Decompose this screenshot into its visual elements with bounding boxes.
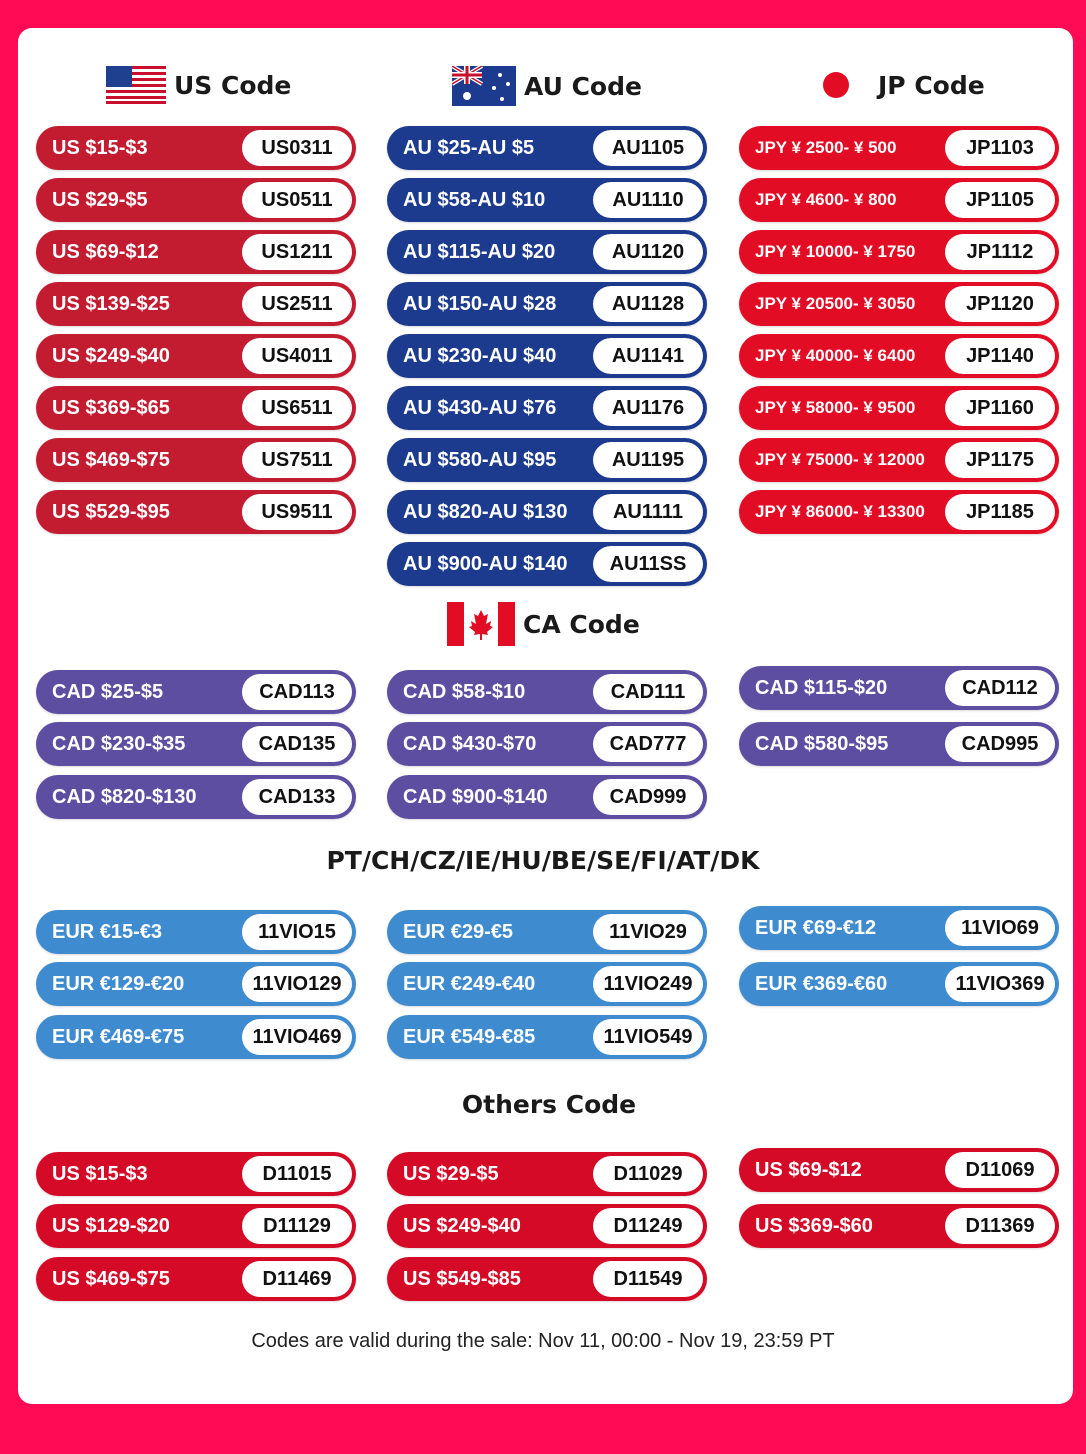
coupon-eur-4[interactable] (387, 962, 707, 1006)
coupon-label: AU $150-AU $28 (403, 292, 557, 315)
us-flag-icon (106, 66, 166, 104)
coupon-code[interactable]: CAD113 (242, 674, 352, 710)
coupon-code[interactable]: CAD112 (945, 670, 1055, 706)
coupon-label: US $249-$40 (52, 344, 170, 367)
coupon-label: US $129-$20 (52, 1214, 170, 1237)
coupon-label: JPY ¥ 58000- ¥ 9500 (755, 398, 916, 417)
coupon-others-2[interactable] (739, 1148, 1059, 1192)
coupon-code[interactable]: JP1185 (945, 494, 1055, 530)
coupon-ca-3[interactable] (36, 722, 356, 766)
coupon-code[interactable]: CAD777 (593, 726, 703, 762)
coupon-au-8[interactable] (387, 542, 707, 586)
coupon-label: JPY ¥ 10000- ¥ 1750 (755, 242, 916, 261)
coupon-others-4[interactable] (387, 1204, 707, 1248)
coupon-code[interactable]: 11VIO249 (593, 966, 703, 1002)
coupon-eur-3[interactable] (36, 962, 356, 1006)
coupon-label: US $29-$5 (403, 1162, 499, 1185)
jp-section-title (822, 70, 985, 100)
us-section-title (106, 66, 291, 104)
ca-section-title (447, 602, 640, 646)
coupon-label: US $529-$95 (52, 500, 170, 523)
coupon-au-3[interactable] (387, 282, 707, 326)
coupon-code[interactable]: AU1120 (593, 234, 703, 270)
coupon-code[interactable]: 11VIO69 (945, 910, 1055, 946)
coupon-code[interactable]: AU1111 (593, 494, 703, 530)
coupon-label: EUR €469-€75 (52, 1025, 185, 1048)
coupon-label: AU $25-AU $5 (403, 136, 535, 159)
coupon-label: CAD $58-$10 (403, 680, 526, 703)
coupon-others-3[interactable] (36, 1204, 356, 1248)
coupon-others-7[interactable] (387, 1257, 707, 1301)
coupon-au-7[interactable] (387, 490, 707, 534)
coupon-us-5[interactable] (36, 386, 356, 430)
coupon-code[interactable]: JP1120 (945, 286, 1055, 322)
au-section-title (452, 66, 642, 106)
coupon-ca-5[interactable] (739, 722, 1059, 766)
coupon-code[interactable]: US6511 (242, 390, 352, 426)
coupon-label: EUR €249-€40 (403, 972, 536, 995)
coupon-ca-1[interactable] (387, 670, 707, 714)
coupon-code[interactable]: JP1105 (945, 182, 1055, 218)
coupon-others-5[interactable] (739, 1204, 1059, 1248)
coupon-code[interactable]: D11469 (242, 1261, 352, 1297)
coupon-code[interactable]: CAD135 (242, 726, 352, 762)
coupon-au-1[interactable] (387, 178, 707, 222)
coupon-code[interactable]: CAD111 (593, 674, 703, 710)
coupon-code[interactable]: D11249 (593, 1208, 703, 1244)
coupon-au-4[interactable] (387, 334, 707, 378)
coupon-code[interactable]: 11VIO129 (242, 966, 352, 1002)
coupon-jp-7[interactable] (739, 490, 1059, 534)
coupon-us-1[interactable] (36, 178, 356, 222)
coupon-code[interactable]: D11129 (242, 1208, 352, 1244)
coupon-label: JPY ¥ 2500- ¥ 500 (755, 138, 897, 157)
coupon-ca-7[interactable] (387, 775, 707, 819)
coupon-eur-6[interactable] (36, 1015, 356, 1059)
eur-title-text: PT/CH/CZ/IE/HU/BE/SE/FI/AT/DK (326, 846, 760, 875)
coupon-code[interactable]: D11069 (945, 1152, 1055, 1188)
coupon-others-6[interactable] (36, 1257, 356, 1301)
coupon-code[interactable]: US4011 (242, 338, 352, 374)
coupon-eur-0[interactable] (36, 910, 356, 954)
coupon-code[interactable]: 11VIO369 (945, 966, 1055, 1002)
coupon-code[interactable]: US2511 (242, 286, 352, 322)
coupon-code[interactable]: CAD995 (945, 726, 1055, 762)
coupon-eur-7[interactable] (387, 1015, 707, 1059)
coupon-label: AU $900-AU $140 (403, 552, 568, 575)
coupon-label: US $139-$25 (52, 292, 170, 315)
us-title-text: US Code (174, 70, 292, 100)
coupon-label: AU $115-AU $20 (403, 240, 556, 263)
coupon-jp-6[interactable] (739, 438, 1059, 482)
coupon-label: CAD $430-$70 (403, 732, 537, 755)
ca-flag-icon (447, 602, 515, 646)
coupon-ca-2[interactable] (739, 666, 1059, 710)
coupon-code[interactable]: AU1128 (593, 286, 703, 322)
coupon-label: EUR €69-€12 (755, 916, 877, 939)
coupon-code[interactable]: US0511 (242, 182, 352, 218)
coupon-label: CAD $580-$95 (755, 732, 889, 755)
coupon-label: JPY ¥ 20500- ¥ 3050 (755, 294, 916, 313)
coupon-code[interactable]: US0311 (242, 130, 352, 166)
au-title-text: AU Code (524, 71, 642, 101)
coupon-label: US $15-$3 (52, 136, 148, 159)
coupon-jp-1[interactable] (739, 178, 1059, 222)
coupon-others-1[interactable] (387, 1152, 707, 1196)
coupon-label: US $69-$12 (52, 240, 159, 263)
coupon-label: AU $430-AU $76 (403, 396, 557, 419)
coupon-label: CAD $115-$20 (755, 676, 888, 699)
coupon-code[interactable]: AU1195 (593, 442, 703, 478)
coupon-us-4[interactable] (36, 334, 356, 378)
coupon-label: AU $820-AU $130 (403, 500, 568, 523)
coupon-au-6[interactable] (387, 438, 707, 482)
coupon-label: JPY ¥ 4600- ¥ 800 (755, 190, 897, 209)
coupon-us-2[interactable] (36, 230, 356, 274)
coupon-code[interactable]: 11VIO549 (593, 1019, 703, 1055)
coupon-label: US $369-$65 (52, 396, 170, 419)
jp-flag-icon (822, 70, 870, 100)
coupon-label: EUR €369-€60 (755, 972, 888, 995)
coupon-others-0[interactable] (36, 1152, 356, 1196)
coupon-us-0[interactable] (36, 126, 356, 170)
coupon-code[interactable]: US1211 (242, 234, 352, 270)
coupon-code[interactable]: D11369 (945, 1208, 1055, 1244)
coupon-code[interactable]: AU1141 (593, 338, 703, 374)
coupon-label: US $249-$40 (403, 1214, 521, 1237)
coupon-code[interactable]: CAD999 (593, 779, 703, 815)
coupon-label: EUR €129-€20 (52, 972, 185, 995)
coupon-label: US $29-$5 (52, 188, 148, 211)
coupon-au-2[interactable] (387, 230, 707, 274)
coupon-code[interactable]: AU1105 (593, 130, 703, 166)
au-flag-icon (452, 66, 516, 106)
coupon-jp-5[interactable] (739, 386, 1059, 430)
coupon-us-7[interactable] (36, 490, 356, 534)
coupon-code[interactable]: US7511 (242, 442, 352, 478)
coupon-label: US $369-$60 (755, 1214, 873, 1237)
coupon-code[interactable]: US9511 (242, 494, 352, 530)
coupon-label: AU $230-AU $40 (403, 344, 557, 367)
coupon-code[interactable]: 11VIO15 (242, 914, 352, 950)
coupon-label: CAD $25-$5 (52, 680, 164, 703)
coupon-jp-0[interactable] (739, 126, 1059, 170)
coupon-jp-2[interactable] (739, 230, 1059, 274)
coupon-label: JPY ¥ 40000- ¥ 6400 (755, 346, 916, 365)
coupon-ca-6[interactable] (36, 775, 356, 819)
coupon-code[interactable]: 11VIO469 (242, 1019, 352, 1055)
coupon-label: US $469-$75 (52, 448, 170, 471)
coupon-ca-4[interactable] (387, 722, 707, 766)
coupon-label: AU $580-AU $95 (403, 448, 557, 471)
coupon-label: US $15-$3 (52, 1162, 148, 1185)
coupon-label: CAD $900-$140 (403, 785, 548, 808)
coupon-label: CAD $820-$130 (52, 785, 197, 808)
validity-note: Codes are valid during the sale: Nov 11, 00:00 - Nov 19, 23:59 PT (251, 1330, 835, 1352)
coupon-label: US $469-$75 (52, 1267, 170, 1290)
coupon-code[interactable]: AU1176 (593, 390, 703, 426)
coupon-code[interactable]: D11029 (593, 1156, 703, 1192)
coupon-code[interactable]: AU11SS (593, 546, 703, 582)
coupon-au-5[interactable] (387, 386, 707, 430)
coupon-code[interactable]: JP1103 (945, 130, 1055, 166)
ca-title-text: CA Code (523, 609, 640, 639)
coupon-code[interactable]: D11015 (242, 1156, 352, 1192)
coupon-code[interactable]: JP1112 (945, 234, 1055, 270)
coupon-label: JPY ¥ 86000- ¥ 13300 (755, 502, 925, 521)
coupon-code[interactable]: 11VIO29 (593, 914, 703, 950)
jp-title-text: JP Code (878, 70, 985, 100)
coupon-label: EUR €15-€3 (52, 920, 163, 943)
coupon-us-6[interactable] (36, 438, 356, 482)
coupon-jp-3[interactable] (739, 282, 1059, 326)
coupon-label: US $549-$85 (403, 1267, 521, 1290)
coupon-jp-4[interactable] (739, 334, 1059, 378)
coupon-label: EUR €29-€5 (403, 920, 514, 943)
coupon-label: US $69-$12 (755, 1158, 862, 1181)
coupon-label: EUR €549-€85 (403, 1025, 536, 1048)
coupon-code[interactable]: CAD133 (242, 779, 352, 815)
coupon-eur-1[interactable] (387, 910, 707, 954)
coupon-eur-2[interactable] (739, 906, 1059, 950)
coupon-eur-5[interactable] (739, 962, 1059, 1006)
coupon-code[interactable]: JP1175 (945, 442, 1055, 478)
others-title-text: Others Code (461, 1090, 637, 1119)
coupon-au-0[interactable] (387, 126, 707, 170)
coupon-label: AU $58-AU $10 (403, 188, 546, 211)
coupon-label: CAD $230-$35 (52, 732, 186, 755)
coupon-code[interactable]: D11549 (593, 1261, 703, 1297)
others-section-title (0, 1090, 1086, 1119)
coupon-us-3[interactable] (36, 282, 356, 326)
eur-section-title (0, 846, 1086, 875)
coupon-label: JPY ¥ 75000- ¥ 12000 (755, 450, 925, 469)
coupon-code[interactable]: JP1140 (945, 338, 1055, 374)
coupon-ca-0[interactable] (36, 670, 356, 714)
coupon-code[interactable]: JP1160 (945, 390, 1055, 426)
coupon-code[interactable]: AU1110 (593, 182, 703, 218)
